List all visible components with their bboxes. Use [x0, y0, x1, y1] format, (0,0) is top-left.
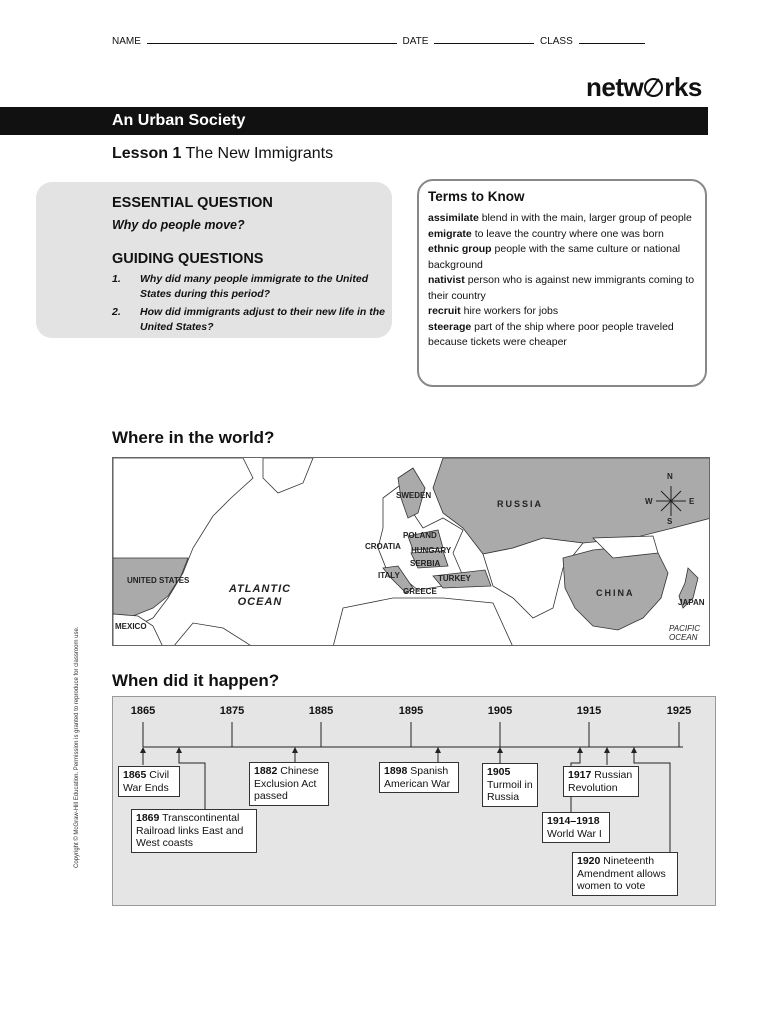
timeline-event-1917: 1917 Russian Revolution — [563, 766, 639, 797]
label-turkey: TURKEY — [438, 574, 471, 583]
compass-s: S — [667, 517, 673, 526]
timeline-event-1865: 1865 Civil War Ends — [118, 766, 180, 797]
term-item: steerage part of the ship where poor people traveled because tickets were cheaper — [428, 320, 674, 348]
term-item: emigrate to leave the country where one was born — [428, 227, 664, 240]
label-sweden: SWEDEN — [396, 491, 432, 500]
label-russia: RUSSIA — [497, 499, 544, 509]
timeline-year: 1895 — [398, 705, 424, 717]
label-serbia: SERBIA — [410, 559, 441, 568]
name-label: NAME — [112, 36, 141, 47]
compass-n: N — [667, 472, 673, 481]
united-states-shape — [113, 558, 188, 616]
name-field[interactable] — [147, 34, 397, 44]
term-item: recruit hire workers for jobs — [428, 305, 559, 317]
class-field[interactable] — [579, 34, 645, 44]
timeline-heading: When did it happen? — [112, 671, 280, 690]
timeline-year: 1905 — [487, 705, 513, 717]
networks-logo: netw rks — [586, 72, 702, 102]
label-italy: ITALY — [378, 571, 400, 580]
terms-title: Terms to Know — [428, 189, 525, 204]
timeline-year: 1875 — [219, 705, 245, 717]
timeline-event-wwi: 1914–1918 World War I — [542, 812, 610, 843]
globe-icon — [644, 78, 663, 97]
timeline-event-1869: 1869 Transcontinental Railroad links East and West coasts — [131, 809, 257, 853]
timeline-year: 1925 — [666, 705, 692, 717]
timeline — [112, 696, 716, 906]
copyright-notice: Copyright © McGraw-Hill Education. Permission is granted to reproduce for classroom use. — [74, 626, 80, 868]
label-poland: POLAND — [403, 531, 437, 540]
guiding-heading: GUIDING QUESTIONS — [112, 251, 264, 267]
essential-question: Why do people move? — [112, 218, 245, 232]
label-japan: JAPAN — [678, 598, 705, 607]
lesson-title: Lesson 1 The New Immigrants — [112, 145, 334, 162]
timeline-event-1920: 1920 Nineteenth Amendment allows women to vote — [572, 852, 678, 896]
label-pacific-ocean: PACIFIC OCEAN — [669, 624, 700, 642]
unit-title: An Urban Society — [112, 112, 246, 129]
timeline-event-1905: 1905 Turmoil in Russia — [482, 763, 538, 807]
world-map — [112, 457, 710, 646]
unit-banner — [0, 107, 708, 135]
guiding-question-2: 2. How did immigrants adjust to their new life in the United States? — [112, 306, 386, 333]
label-atlantic-ocean: ATLANTIC OCEAN — [228, 583, 292, 608]
compass-e: E — [689, 497, 695, 506]
terms-to-know-box — [417, 179, 707, 387]
date-label: DATE — [402, 36, 429, 47]
class-label: CLASS — [539, 36, 573, 47]
student-info-header — [112, 34, 648, 47]
term-item: ethnic group people with the same culture or national background — [428, 243, 681, 271]
label-greece: GREECE — [403, 587, 437, 596]
term-item: nativist person who is against new immigrants coming to their country — [428, 274, 695, 302]
compass-w: W — [645, 497, 653, 506]
essential-question-box — [36, 182, 392, 338]
timeline-year: 1865 — [130, 705, 156, 717]
label-mexico: MEXICO — [115, 622, 147, 631]
label-hungary: HUNGARY — [411, 546, 452, 555]
term-item: assimilate blend in with the main, larger group of people — [428, 212, 692, 224]
map-heading: Where in the world? — [112, 428, 275, 447]
date-field[interactable] — [434, 34, 534, 44]
timeline-year: 1885 — [308, 705, 334, 717]
label-china: CHINA — [596, 588, 635, 598]
label-croatia: CROATIA — [365, 542, 401, 551]
essential-heading: ESSENTIAL QUESTION — [112, 195, 273, 211]
timeline-event-1882: 1882 Chinese Exclusion Act passed — [249, 762, 329, 806]
timeline-event-1898: 1898 Spanish American War — [379, 762, 459, 793]
timeline-year: 1915 — [576, 705, 602, 717]
guiding-question-1: 1. Why did many people immigrate to the United States during this period? — [112, 273, 369, 300]
label-united-states: UNITED STATES — [127, 576, 190, 585]
